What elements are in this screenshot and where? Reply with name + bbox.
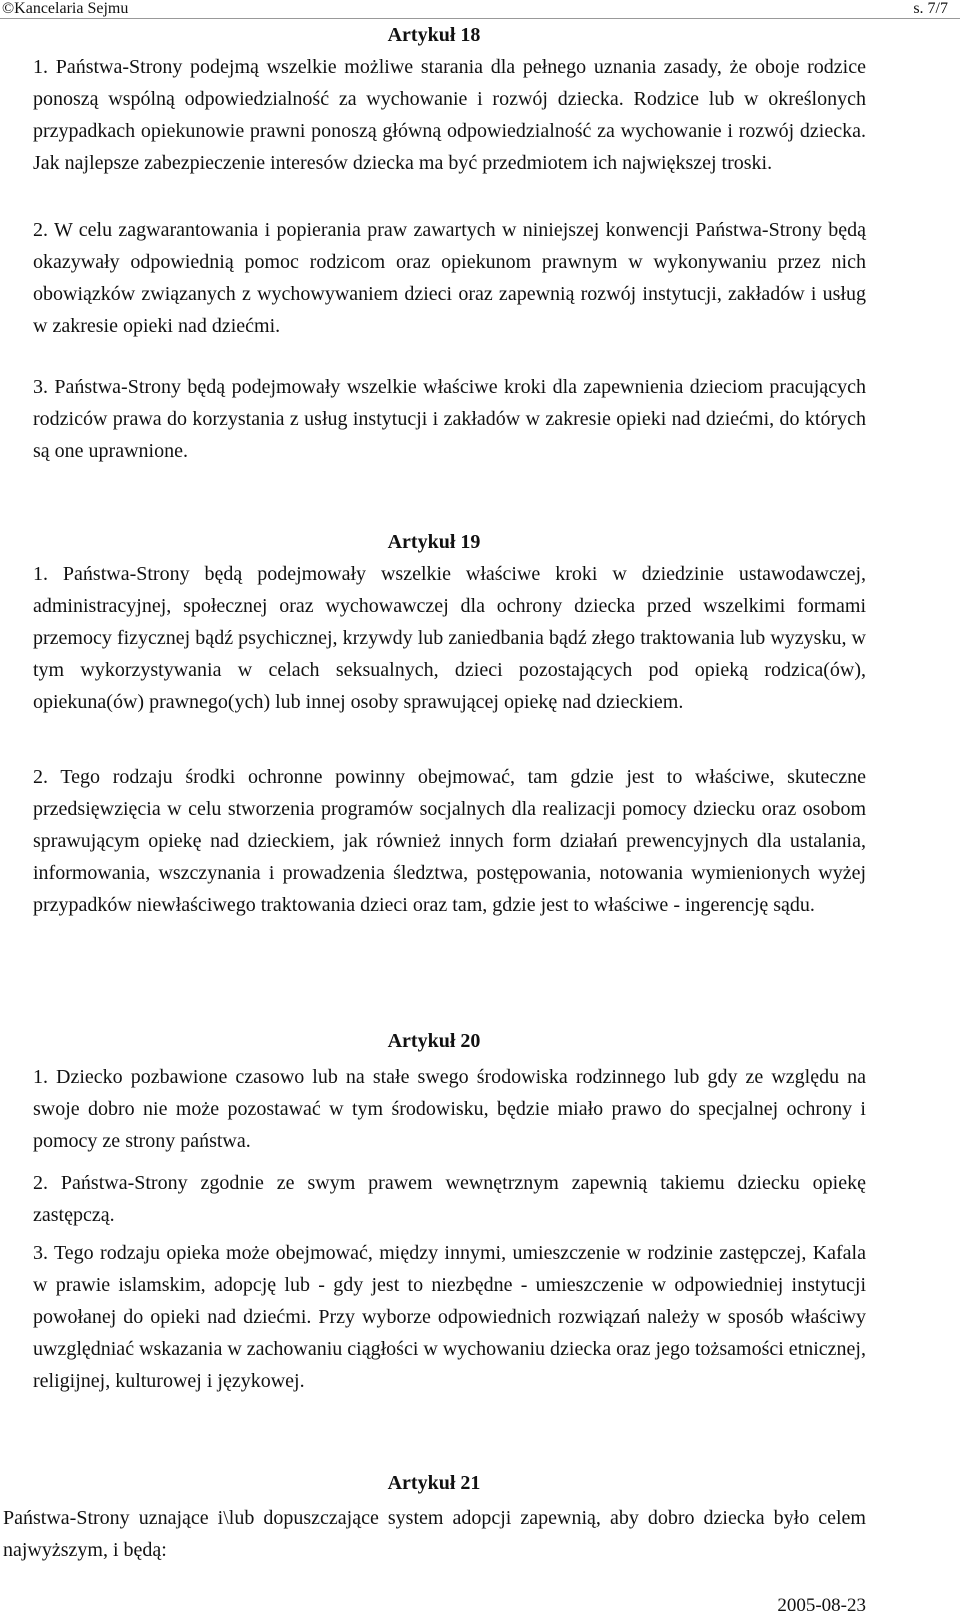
- article-20-title: Artykuł 20: [387, 1030, 481, 1052]
- article-18-paragraph-1: 1. Państwa-Strony podejmą wszelkie możliwe starania dla pełnego uznania zasady, że oboje rodzice ponoszą wspólną odpowiedzialność za wychowanie i rozwój dziecka. Rodzice lub w określonych przypadkach opiekunowie prawni ponoszą główną odpowiedzialność za wychowanie i rozwój dziecka. Jak najlepsze zabezpieczenie interesów dziecka ma być przedmiotem ich największej troski.: [33, 56, 871, 174]
- article-18-paragraph-3: 3. Państwa-Strony będą podejmowały wszelkie właściwe kroki dla zapewnienia dzieciom pracujących rodziców prawa do korzystania z usług instytucji i zakładów w zakresie opieki nad dziećmi, do których są one uprawnione.: [33, 376, 871, 462]
- page-number: s. 7/7: [913, 0, 948, 17]
- article-19-title: Artykuł 19: [387, 531, 481, 553]
- article-18-paragraph-2: 2. W celu zagwarantowania i popierania praw zawartych w niniejszej konwencji Państwa-Strony będą okazywały odpowiednią pomoc rodzicom oraz opiekunom prawnym w wykonywaniu przez nich obowiązków związanych z wychowywaniem dzieci oraz zapewnią rozwój instytucji, zakładów i usług w zakresie opieki nad dziećmi.: [33, 219, 871, 337]
- footer-date: 2005-08-23: [777, 1595, 866, 1616]
- article-19-paragraph-1: 1. Państwa-Strony będą podejmowały wszelkie właściwe kroki w dziedzinie ustawodawczej, administracyjnej, społecznej oraz wychowawczej dla ochrony dziecka przed wszelkimi formami przemocy fizycznej bądź psychicznej, krzywdy lub zaniedbania bądź złego traktowania lub wyzysku, w tym wykorzystywania w celach seksualnych, dzieci pozostających pod opieką rodzica(ów), opiekuna(ów) prawnego(ych) lub innej osoby sprawującej opiekę nad dzieckiem.: [33, 563, 871, 713]
- article-19-paragraph-2: 2. Tego rodzaju środki ochronne powinny obejmować, tam gdzie jest to właściwe, skuteczne przedsięwzięcia w celu stworzenia programów socjalnych dla realizacji pomocy dziecku oraz osobom sprawującym opiekę nad dzieckiem, jak również innych form działań prewencyjnych dla ustalania, informowania, wszczynania i prowadzenia śledztwa, postępowania, notowania wymienionych wyżej przypadków niewłaściwego traktowania dzieci oraz tam, gdzie jest to właściwe - ingerencję sądu.: [33, 766, 871, 916]
- article-20-paragraph-3: 3. Tego rodzaju opieka może obejmować, między innymi, umieszczenie w rodzinie zastępczej, Kafala w prawie islamskim, adopcję lub - gdy jest to niezbędne - umieszczenie w odpowiedniej instytucji powołanej do opieki nad dziećmi. Przy wyborze odpowiednich rozwiązań należy w sposób właściwy uwzględniać wskazania w zachowaniu ciągłości w wychowaniu dziecka oraz jego tożsamości etnicznej, religijnej, kulturowej i językowej.: [33, 1242, 871, 1392]
- article-18-title: Artykuł 18: [387, 24, 481, 46]
- article-20-paragraph-2: 2. Państwa-Strony zgodnie ze swym prawem wewnętrznym zapewnią takiemu dziecku opiekę zastępczą.: [33, 1172, 871, 1226]
- header-source: ©Kancelaria Sejmu: [2, 0, 129, 17]
- article-21-title: Artykuł 21: [387, 1472, 481, 1494]
- article-20-paragraph-1: 1. Dziecko pozbawione czasowo lub na stałe swego środowiska rodzinnego lub gdy ze względu na swoje dobro nie może pozostawać w tym środowisku, będzie miało prawo do specjalnej ochrony i pomocy ze strony państwa.: [33, 1066, 871, 1152]
- article-21-paragraph-1: Państwa-Strony uznające i\lub dopuszczające system adopcji zapewnią, aby dobro dziecka było celem najwyższym, i będą:: [3, 1507, 871, 1561]
